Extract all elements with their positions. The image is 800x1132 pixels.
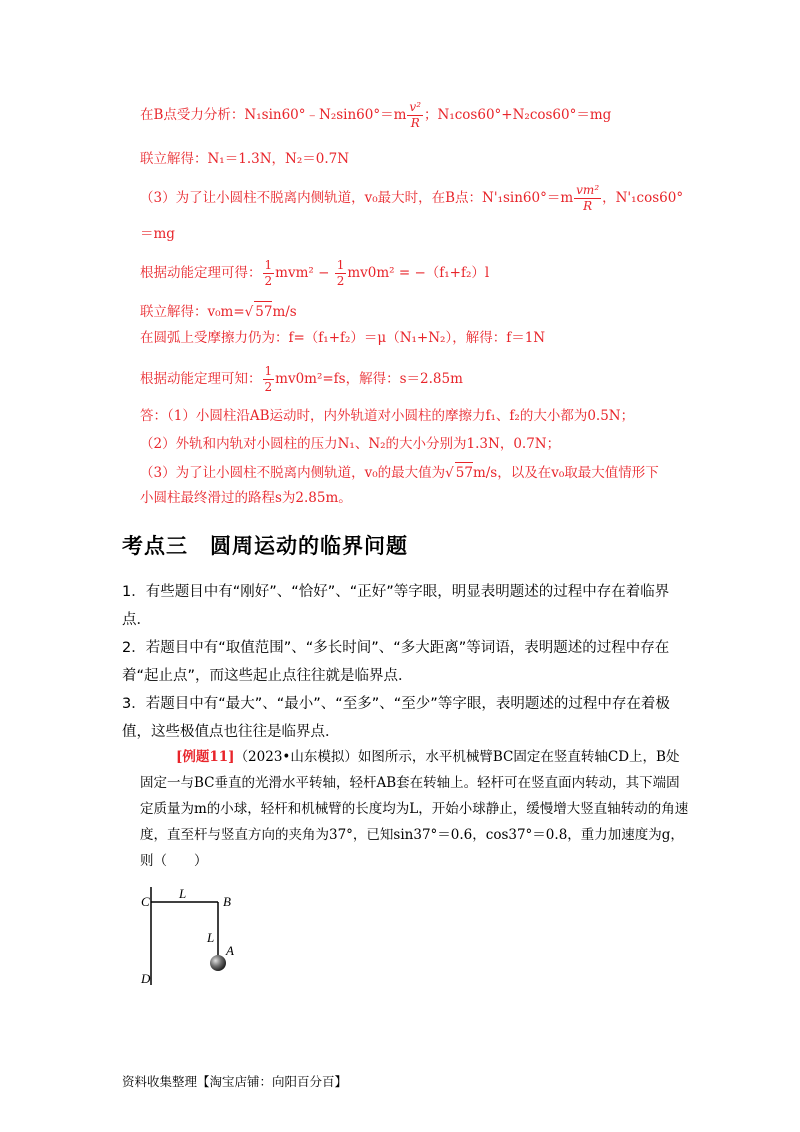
friction-line: 在圆弧上受摩擦力仍为：f=（f₁+f₂）＝μ（N₁+N₂），解得：f＝1N (140, 330, 546, 346)
force-analysis-b (140, 100, 611, 131)
fraction-numerator: 1 (264, 258, 273, 272)
section-heading: 考点三 圆周运动的临界问题 (122, 534, 408, 558)
solve2-unit: m/s (272, 304, 297, 320)
solve2-text: 联立解得：v₀m= (140, 304, 245, 320)
mechanical-arm-figure (135, 885, 245, 990)
label-l-top: L (179, 886, 187, 901)
answer3-text: （3）为了让小圆柱不脱离内侧轨道，v₀的最大值为 (140, 465, 446, 481)
paragraph-2: 2．若题目中有“取值范围”、“多长时间”、“多大距离”等词语，表明题述的过程中存在着“起止点”，而这些起止点往往就是临界点． (122, 640, 670, 684)
fraction-numerator: vm² (576, 183, 600, 197)
part3-condition (140, 183, 683, 214)
fraction-denominator: R (583, 199, 593, 213)
paragraph-3: 3．若题目中有“最大”、“最小”、“至多”、“至少”等字眼，表明题述的过程中存在着极值，这些极值点也往往是临界点． (122, 696, 670, 740)
label-d: D (141, 971, 151, 986)
b-analysis-text: 在B点受力分析：N₁sin60°﹣N₂sin60°＝m (140, 107, 407, 123)
part3-text: （3）为了让小圆柱不脱离内侧轨道，v₀最大时，在B点：N'₁sin60°＝m (140, 190, 574, 206)
energy-term-2: mv0m² = −（f₁+f₂）l (347, 265, 490, 281)
label-a: A (226, 943, 234, 958)
answer-1: 答：（1）小圆柱沿AB运动时，内外轨道对小圆柱的摩擦力f₁、f₂的大小都为0.5N； (140, 408, 635, 424)
b-analysis-text-2: ；N₁cos60°+N₂cos60°＝mg (424, 107, 612, 123)
energy-text: 根据动能定理可得： (140, 265, 262, 281)
label-l-side: L (207, 930, 215, 945)
example-tag: [例题11] (176, 749, 235, 765)
fraction-numerator: v² (409, 100, 422, 114)
fraction-denominator: 2 (264, 380, 273, 394)
part3-continuation: ＝mg (140, 226, 175, 242)
fraction-denominator: 2 (336, 274, 345, 288)
answer-2: （2）外轨和内轨对小圆柱的压力N₁、N₂的大小分别为1.3N，0.7N； (140, 436, 561, 452)
sqrt-value: 57 (455, 462, 473, 483)
energy-theorem-2 (140, 364, 463, 395)
fraction-numerator: 1 (336, 258, 345, 272)
fraction-denominator: R (410, 116, 420, 130)
energy-theorem-1 (140, 258, 489, 289)
solve-result-1: 联立解得：N₁＝1.3N，N₂＝0.7N (140, 151, 350, 167)
energy-term-1: mvm² − (275, 265, 330, 281)
label-c: C (141, 894, 150, 909)
footer-note: 资料收集整理【淘宝店铺：向阳百分百】 (122, 1074, 348, 1089)
example-text: （2023•山东模拟）如图所示，水平机械臂BC固定在竖直转轴CD上，B处固定一与BC垂直的光滑水平转轴，轻杆AB套在转轴上。轻杆可在竖直面内转动，其下端固定质量为m的小球，轻杆和机械臂的长度均为L，开始小球静止，缓慢增大竖直轴转动的角速度，直至杆与竖直方向的夹角为37°，已知sin37°＝0.6，cos37°＝0.8，重力加速度为g，则（ ） (140, 749, 689, 869)
ball (210, 955, 226, 971)
answer3-text-2: m/s，以及在v₀取最大值情形下 (472, 465, 659, 481)
sqrt-value: 57 (254, 301, 272, 322)
answer-3-continuation: 小圆柱最终滑过的路程s为2.85m。 (140, 490, 352, 506)
answer-3: （3）为了让小圆柱不脱离内侧轨道，v₀的最大值为√ 57m/s，以及在v₀取最大值情形下 (140, 462, 659, 483)
energy2-term: mv0m²=fs，解得：s＝2.85m (275, 371, 463, 387)
solve-result-2: 联立解得：v₀m=√ 57m/s (140, 301, 297, 322)
example-11 (140, 744, 690, 874)
fraction-numerator: 1 (264, 364, 273, 378)
part3-text-2: ，N'₁cos60° (602, 190, 684, 206)
paragraph-1: 1．有些题目中有“刚好”、“恰好”、“正好”等字眼，明显表明题述的过程中存在着临界点． (122, 584, 670, 628)
label-b: B (223, 894, 231, 909)
fraction-denominator: 2 (264, 274, 273, 288)
energy2-text: 根据动能定理可知： (140, 371, 262, 387)
